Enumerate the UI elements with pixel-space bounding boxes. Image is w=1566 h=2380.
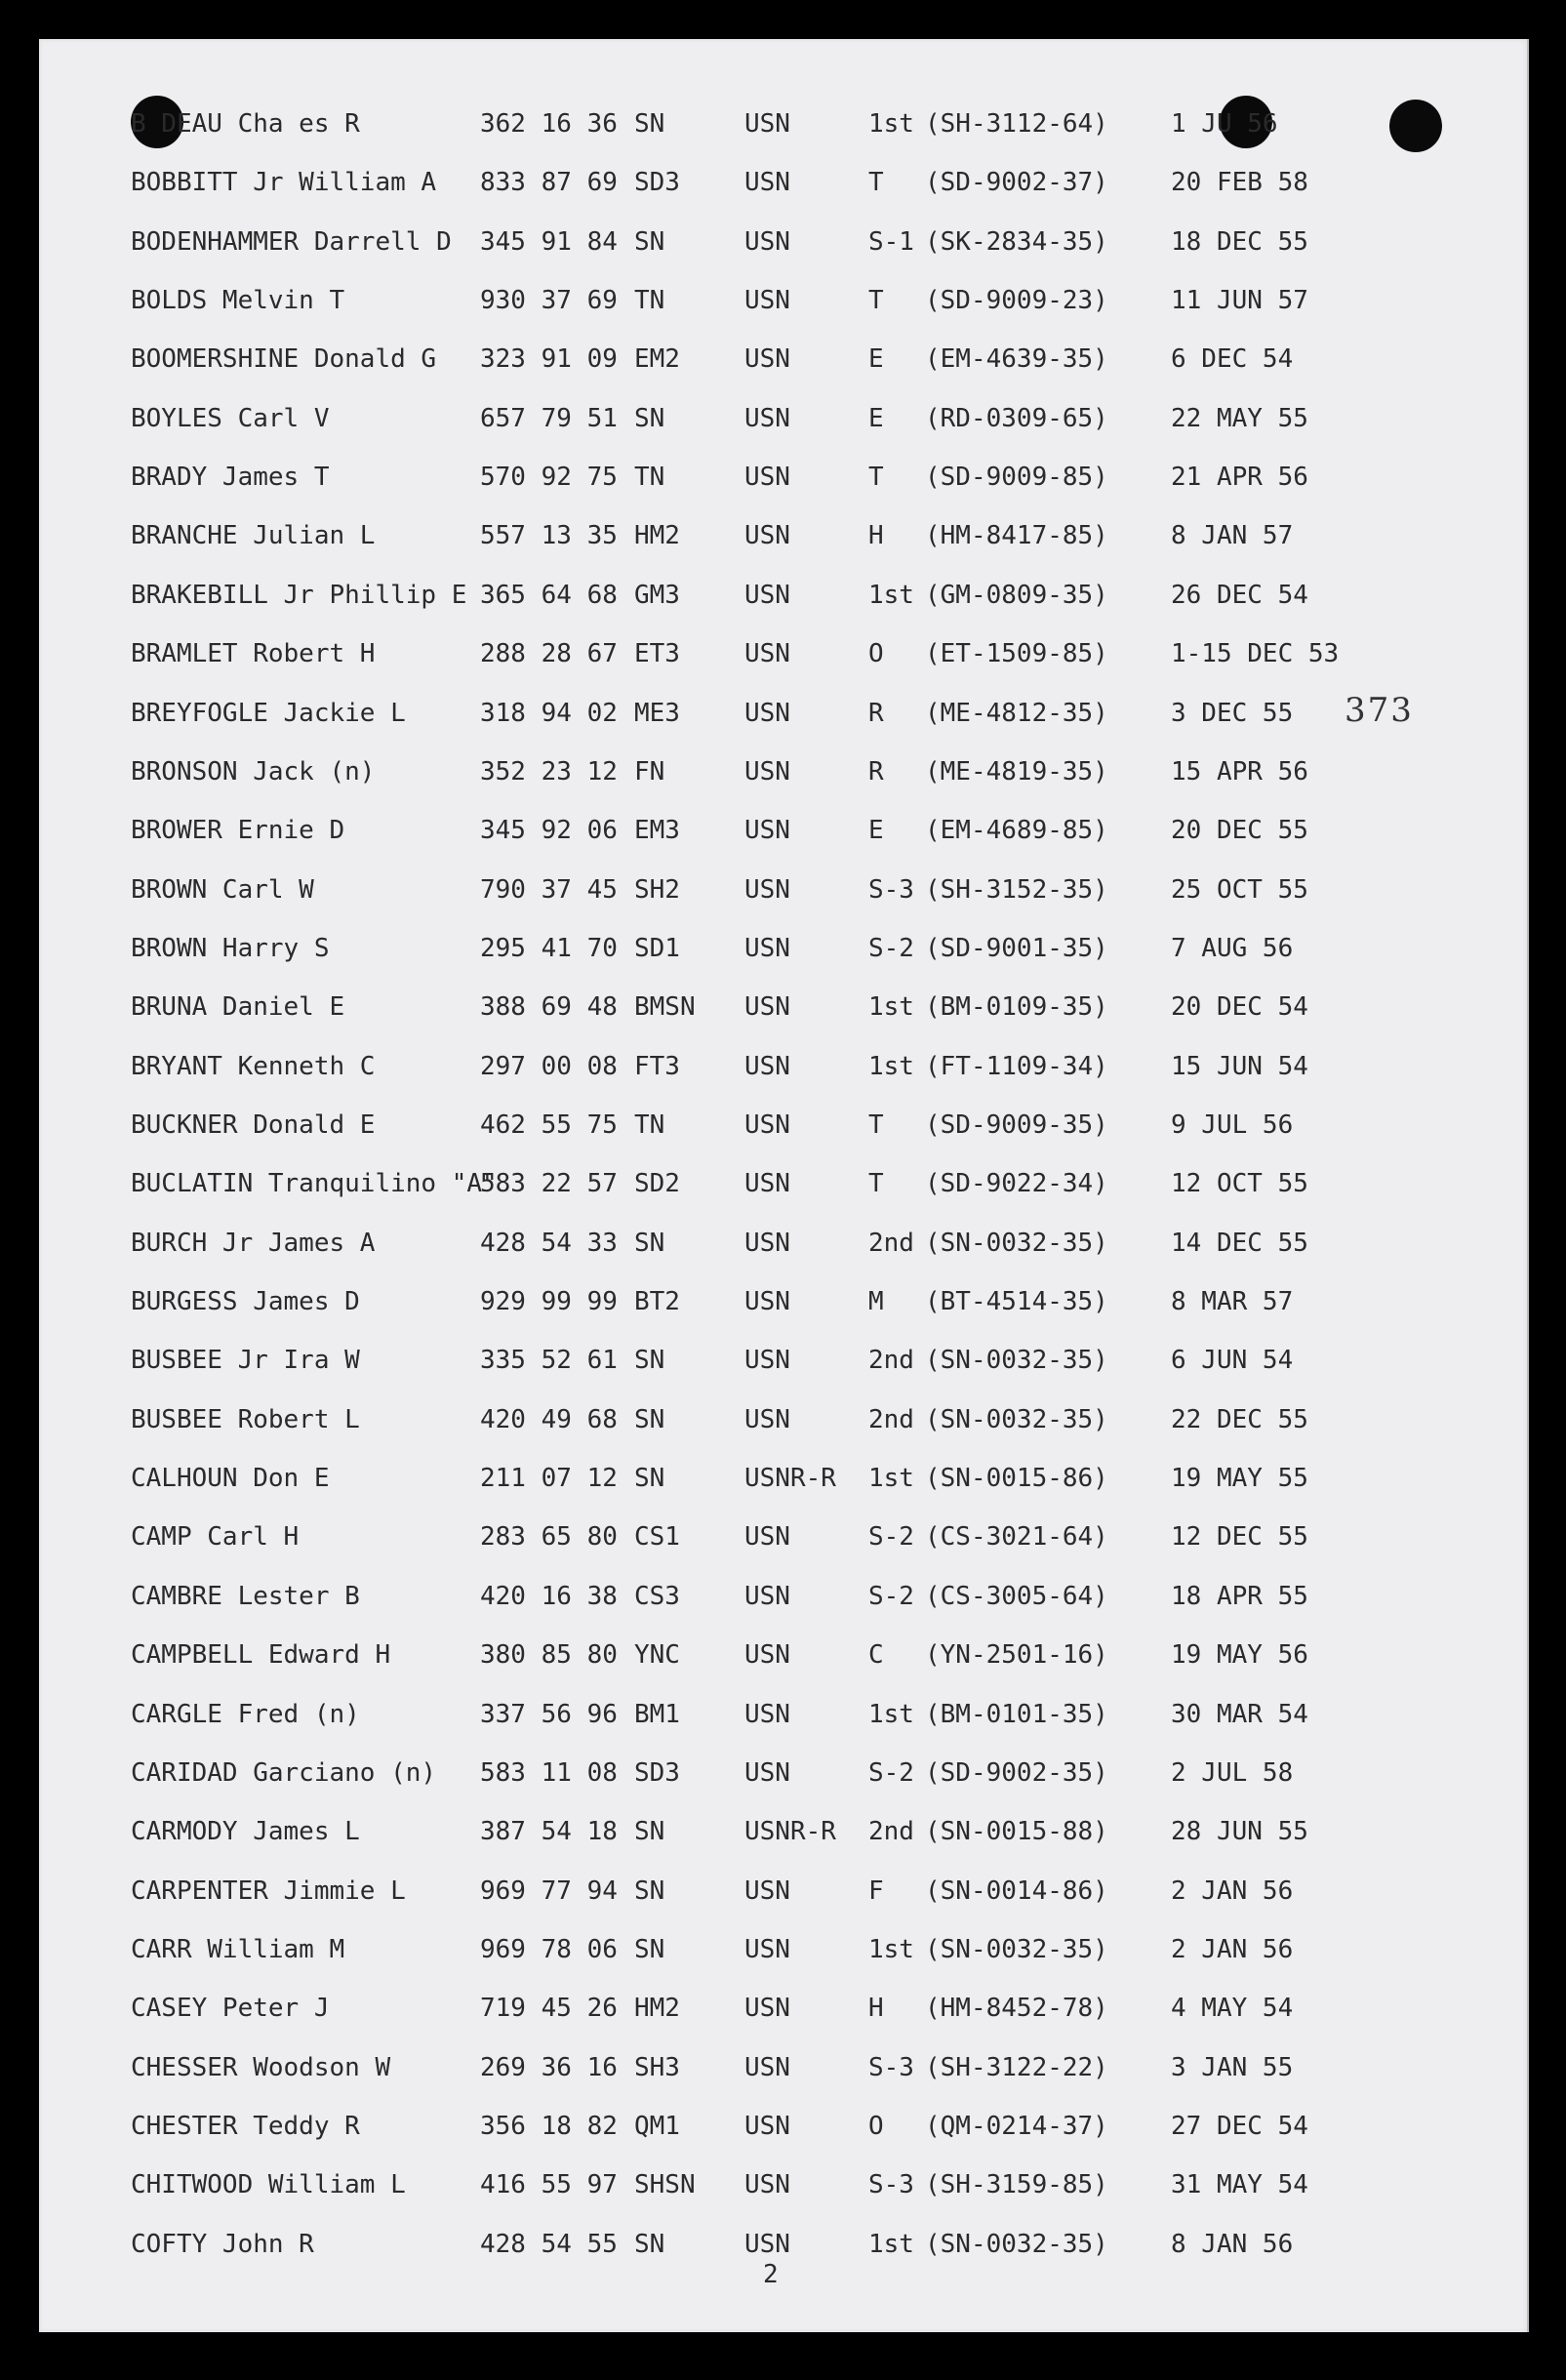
row-name: CHITWOOD William L [131, 2170, 406, 2200]
row-code: (SK-2834-35) [925, 226, 1108, 257]
row-date: 6 DEC 54 [1171, 344, 1294, 375]
row-class: T [868, 1110, 884, 1140]
row-name: CAMPBELL Edward H [131, 1640, 391, 1671]
row-service-number: 420 16 38 [480, 1581, 618, 1611]
row-branch: USN [744, 2052, 790, 2082]
row-rate: SN [634, 1228, 665, 1258]
row-class: S-3 [868, 2052, 914, 2082]
row-branch: USN [744, 1522, 790, 1553]
row-class: 1st [868, 1934, 914, 1964]
row-rate: ME3 [634, 698, 680, 728]
row-code: (CS-3021-64) [925, 1522, 1108, 1553]
row-date: 30 MAR 54 [1171, 1699, 1308, 1729]
row-service-number: 388 69 48 [480, 992, 618, 1023]
row-code: (SD-9001-35) [925, 933, 1108, 963]
row-class: 1st [868, 1699, 914, 1729]
row-code: (SN-0032-35) [925, 2229, 1108, 2259]
row-service-number: 356 18 82 [480, 2111, 618, 2141]
row-rate: ET3 [634, 639, 680, 669]
row-code: (SN-0032-35) [925, 1934, 1108, 1964]
row-rate: EM2 [634, 344, 680, 375]
row-name: CALHOUN Don E [131, 1464, 330, 1493]
row-service-number: 462 55 75 [480, 1110, 618, 1140]
row-name: CARPENTER Jimmie L [131, 1876, 406, 1906]
row-service-number: 416 55 97 [480, 2170, 618, 2200]
row-date: 7 AUG 56 [1171, 933, 1294, 963]
row-rate: SN [634, 109, 665, 139]
row-code: (BT-4514-35) [925, 1287, 1108, 1316]
row-rate: SN [634, 1404, 665, 1434]
row-service-number: 833 87 69 [480, 168, 618, 198]
row-date: 26 DEC 54 [1171, 580, 1308, 610]
row-date: 31 MAY 54 [1171, 2170, 1308, 2200]
row-branch: USN [744, 1640, 790, 1671]
row-class: S-3 [868, 2170, 914, 2200]
row-code: (SN-0032-35) [925, 1404, 1108, 1434]
row-class: 2nd [868, 1404, 914, 1434]
row-service-number: 283 65 80 [480, 1522, 618, 1553]
row-date: 12 DEC 55 [1171, 1522, 1308, 1553]
row-branch: USN [744, 403, 790, 433]
row-code: (SD-9009-35) [925, 1110, 1108, 1140]
row-class: T [868, 1169, 884, 1199]
row-service-number: 318 94 02 [480, 698, 618, 728]
row-name: CHESSER Woodson W [131, 2052, 391, 2082]
row-rate: SN [634, 1817, 665, 1847]
row-rate: SN [634, 1346, 665, 1376]
row-branch: USN [744, 756, 790, 787]
row-service-number: 297 00 08 [480, 1051, 618, 1081]
row-class: 1st [868, 109, 914, 139]
row-branch: USN [744, 286, 790, 316]
row-rate: HM2 [634, 521, 680, 551]
row-branch: USN [744, 580, 790, 610]
row-rate: SD2 [634, 1169, 680, 1199]
row-branch: USN [744, 168, 790, 198]
row-code: (EM-4639-35) [925, 344, 1108, 375]
row-date: 25 OCT 55 [1171, 874, 1308, 905]
row-rate: GM3 [634, 580, 680, 610]
row-name: BUSBEE Jr Ira W [131, 1346, 360, 1376]
row-date: 4 MAY 54 [1171, 1994, 1294, 2024]
row-service-number: 345 92 06 [480, 816, 618, 846]
row-rate: EM3 [634, 816, 680, 846]
row-date: 27 DEC 54 [1171, 2111, 1308, 2141]
row-name: CARMODY James L [131, 1817, 360, 1847]
row-service-number: 428 54 55 [480, 2229, 618, 2259]
row-class: O [868, 2111, 884, 2141]
row-code: (ME-4819-35) [925, 756, 1108, 787]
row-date: 6 JUN 54 [1171, 1346, 1294, 1376]
row-code: (SD-9009-23) [925, 286, 1108, 316]
row-code: (GM-0809-35) [925, 580, 1108, 610]
row-service-number: 288 28 67 [480, 639, 618, 669]
row-date: 18 APR 55 [1171, 1581, 1308, 1611]
row-date: 20 FEB 58 [1171, 168, 1308, 198]
row-branch: USN [744, 2229, 790, 2259]
row-class: 2nd [868, 1817, 914, 1847]
row-service-number: 929 99 99 [480, 1287, 618, 1316]
row-rate: SH3 [634, 2052, 680, 2082]
row-branch: USN [744, 1051, 790, 1081]
row-class: S-2 [868, 933, 914, 963]
row-date: 18 DEC 55 [1171, 226, 1308, 257]
row-code: (CS-3005-64) [925, 1581, 1108, 1611]
row-name: BOBBITT Jr William A [131, 168, 437, 198]
row-class: O [868, 639, 884, 669]
row-branch: USN [744, 992, 790, 1023]
row-code: (ME-4812-35) [925, 698, 1108, 728]
row-class: 1st [868, 1051, 914, 1081]
row-rate: SN [634, 2229, 665, 2259]
row-rate: TN [634, 1110, 665, 1140]
row-date: 12 OCT 55 [1171, 1169, 1308, 1199]
row-class: S-3 [868, 874, 914, 905]
row-name: CARIDAD Garciano (n) [131, 1757, 437, 1788]
row-code: (SD-9009-85) [925, 463, 1108, 493]
row-branch: USN [744, 1581, 790, 1611]
row-date: 22 DEC 55 [1171, 1404, 1308, 1434]
row-service-number: 295 41 70 [480, 933, 618, 963]
row-service-number: 380 85 80 [480, 1640, 618, 1671]
row-name: COFTY John R [131, 2229, 314, 2259]
row-date: 8 JAN 57 [1171, 521, 1294, 551]
row-service-number: 969 77 94 [480, 1876, 618, 1906]
row-rate: QM1 [634, 2111, 680, 2141]
row-service-number: 362 16 36 [480, 109, 618, 139]
row-branch: USNR-R [744, 1817, 836, 1847]
punch-hole-right [1389, 100, 1442, 152]
row-date: 28 JUN 55 [1171, 1817, 1308, 1847]
row-name: CARGLE Fred (n) [131, 1699, 360, 1729]
row-rate: SN [634, 1934, 665, 1964]
row-name: CAMBRE Lester B [131, 1581, 360, 1611]
row-name: BREYFOGLE Jackie L [131, 698, 406, 728]
row-code: (SN-0014-86) [925, 1876, 1108, 1906]
margin-number: 373 [1345, 691, 1414, 730]
row-class: 1st [868, 992, 914, 1023]
row-service-number: 570 92 75 [480, 463, 618, 493]
row-branch: USN [744, 109, 790, 139]
row-rate: TN [634, 286, 665, 316]
row-name: BURGESS James D [131, 1287, 360, 1316]
row-rate: CS3 [634, 1581, 680, 1611]
row-code: (SN-0015-86) [925, 1464, 1108, 1493]
row-date: 15 JUN 54 [1171, 1051, 1308, 1081]
row-service-number: 352 23 12 [480, 756, 618, 787]
row-rate: CS1 [634, 1522, 680, 1553]
row-code: (ET-1509-85) [925, 639, 1108, 669]
row-rate: SN [634, 226, 665, 257]
row-date: 19 MAY 56 [1171, 1640, 1308, 1671]
row-name: BUSBEE Robert L [131, 1404, 360, 1434]
row-branch: USN [744, 226, 790, 257]
row-service-number: 930 37 69 [480, 286, 618, 316]
row-date: 2 JAN 56 [1171, 1934, 1294, 1964]
row-name: BRANCHE Julian L [131, 521, 376, 551]
row-code: (SD-9002-35) [925, 1757, 1108, 1788]
row-date: 2 JAN 56 [1171, 1876, 1294, 1906]
row-date: 15 APR 56 [1171, 756, 1308, 787]
row-service-number: 365 64 68 [480, 580, 618, 610]
row-code: (SN-0032-35) [925, 1346, 1108, 1376]
row-name: BRUNA Daniel E [131, 992, 345, 1023]
row-branch: USN [744, 933, 790, 963]
row-name: BROWN Harry S [131, 933, 330, 963]
row-service-number: 657 79 51 [480, 403, 618, 433]
row-date: 9 JUL 56 [1171, 1110, 1294, 1140]
row-code: (FT-1109-34) [925, 1051, 1108, 1081]
row-rate: BM1 [634, 1699, 680, 1729]
row-code: (BM-0109-35) [925, 992, 1108, 1023]
row-branch: USN [744, 521, 790, 551]
row-name: B DEAU Cha es R [131, 109, 360, 139]
row-service-number: 790 37 45 [480, 874, 618, 905]
row-date: 1-15 DEC 53 [1171, 639, 1340, 669]
row-service-number: 583 11 08 [480, 1757, 618, 1788]
row-code: (RD-0309-65) [925, 403, 1108, 433]
row-branch: USN [744, 1934, 790, 1964]
row-code: (SH-3112-64) [925, 109, 1108, 139]
row-service-number: 969 78 06 [480, 1934, 618, 1964]
page-number: 2 [763, 2260, 779, 2289]
row-name: BUCKNER Donald E [131, 1110, 376, 1140]
row-service-number: 269 36 16 [480, 2052, 618, 2082]
row-name: BRONSON Jack (n) [131, 756, 376, 787]
row-branch: USN [744, 344, 790, 375]
row-date: 8 MAR 57 [1171, 1287, 1294, 1316]
row-date: 22 MAY 55 [1171, 403, 1308, 433]
row-rate: YNC [634, 1640, 680, 1671]
row-date: 3 JAN 55 [1171, 2052, 1294, 2082]
row-date: 19 MAY 55 [1171, 1464, 1308, 1493]
row-code: (HM-8417-85) [925, 521, 1108, 551]
row-rate: SN [634, 1464, 665, 1493]
row-class: E [868, 344, 884, 375]
row-class: S-2 [868, 1757, 914, 1788]
row-class: E [868, 403, 884, 433]
row-branch: USN [744, 1169, 790, 1199]
row-branch: USN [744, 1228, 790, 1258]
row-class: S-2 [868, 1581, 914, 1611]
row-class: 2nd [868, 1228, 914, 1258]
row-rate: FT3 [634, 1051, 680, 1081]
row-service-number: 335 52 61 [480, 1346, 618, 1376]
row-date: 3 DEC 55 [1171, 698, 1294, 728]
row-branch: USN [744, 2111, 790, 2141]
row-service-number: 583 22 57 [480, 1169, 618, 1199]
row-code: (SH-3152-35) [925, 874, 1108, 905]
row-class: E [868, 816, 884, 846]
row-date: 21 APR 56 [1171, 463, 1308, 493]
row-code: (HM-8452-78) [925, 1994, 1108, 2024]
row-name: BRYANT Kenneth C [131, 1051, 376, 1081]
row-code: (EM-4689-85) [925, 816, 1108, 846]
row-date: 8 JAN 56 [1171, 2229, 1294, 2259]
row-rate: HM2 [634, 1994, 680, 2024]
row-code: (SN-0015-88) [925, 1817, 1108, 1847]
row-date: 11 JUN 57 [1171, 286, 1308, 316]
row-branch: USN [744, 1994, 790, 2024]
row-code: (SH-3159-85) [925, 2170, 1108, 2200]
row-service-number: 557 13 35 [480, 521, 618, 551]
row-branch: USN [744, 874, 790, 905]
row-class: C [868, 1640, 884, 1671]
row-service-number: 428 54 33 [480, 1228, 618, 1258]
row-rate: FN [634, 756, 665, 787]
row-rate: TN [634, 463, 665, 493]
row-code: (BM-0101-35) [925, 1699, 1108, 1729]
row-branch: USN [744, 639, 790, 669]
row-service-number: 345 91 84 [480, 226, 618, 257]
row-name: BOOMERSHINE Donald G [131, 344, 437, 375]
row-name: CASEY Peter J [131, 1994, 330, 2024]
row-name: BRAMLET Robert H [131, 639, 376, 669]
row-class: S-1 [868, 226, 914, 257]
row-code: (QM-0214-37) [925, 2111, 1108, 2141]
row-branch: USN [744, 2170, 790, 2200]
row-class: M [868, 1287, 884, 1316]
document-page [39, 39, 1529, 2332]
row-branch: USN [744, 1699, 790, 1729]
row-name: CAMP Carl H [131, 1522, 300, 1553]
row-class: 2nd [868, 1346, 914, 1376]
row-service-number: 337 56 96 [480, 1699, 618, 1729]
row-name: BOLDS Melvin T [131, 286, 345, 316]
row-service-number: 323 91 09 [480, 344, 618, 375]
row-rate: SD1 [634, 933, 680, 963]
row-date: 2 JUL 58 [1171, 1757, 1294, 1788]
row-service-number: 420 49 68 [480, 1404, 618, 1434]
row-class: 1st [868, 580, 914, 610]
row-branch: USN [744, 1287, 790, 1316]
row-class: F [868, 1876, 884, 1906]
row-rate: SHSN [634, 2170, 696, 2200]
row-class: S-2 [868, 1522, 914, 1553]
row-rate: SN [634, 403, 665, 433]
row-code: (SD-9022-34) [925, 1169, 1108, 1199]
row-branch: USNR-R [744, 1464, 836, 1493]
row-rate: SD3 [634, 1757, 680, 1788]
row-rate: BT2 [634, 1287, 680, 1316]
row-branch: USN [744, 1346, 790, 1376]
row-branch: USN [744, 1110, 790, 1140]
row-name: BODENHAMMER Darrell D [131, 226, 452, 257]
row-class: 1st [868, 1464, 914, 1493]
row-class: R [868, 756, 884, 787]
row-service-number: 211 07 12 [480, 1464, 618, 1493]
row-name: CARR William M [131, 1934, 345, 1964]
row-class: H [868, 1994, 884, 2024]
row-date: 14 DEC 55 [1171, 1228, 1308, 1258]
row-code: (SH-3122-22) [925, 2052, 1108, 2082]
row-code: (YN-2501-16) [925, 1640, 1108, 1671]
row-service-number: 387 54 18 [480, 1817, 618, 1847]
row-name: CHESTER Teddy R [131, 2111, 360, 2141]
row-rate: SD3 [634, 168, 680, 198]
row-service-number: 719 45 26 [480, 1994, 618, 2024]
row-name: BROWN Carl W [131, 874, 314, 905]
row-branch: USN [744, 463, 790, 493]
row-class: 1st [868, 2229, 914, 2259]
row-date: 20 DEC 55 [1171, 816, 1308, 846]
row-name: BURCH Jr James A [131, 1228, 376, 1258]
row-class: T [868, 286, 884, 316]
row-date: 20 DEC 54 [1171, 992, 1308, 1023]
row-name: BROWER Ernie D [131, 816, 345, 846]
row-class: T [868, 463, 884, 493]
row-branch: USN [744, 1876, 790, 1906]
row-branch: USN [744, 698, 790, 728]
row-class: R [868, 698, 884, 728]
row-name: BRADY James T [131, 463, 330, 493]
row-name: BUCLATIN Tranquilino "A" [131, 1169, 498, 1199]
row-branch: USN [744, 1404, 790, 1434]
row-branch: USN [744, 1757, 790, 1788]
row-rate: SH2 [634, 874, 680, 905]
row-code: (SD-9002-37) [925, 168, 1108, 198]
row-rate: SN [634, 1876, 665, 1906]
row-branch: USN [744, 816, 790, 846]
row-class: H [868, 521, 884, 551]
row-code: (SN-0032-35) [925, 1228, 1108, 1258]
row-rate: BMSN [634, 992, 696, 1023]
row-date: 1 JU 56 [1171, 109, 1278, 139]
row-class: T [868, 168, 884, 198]
row-name: BRAKEBILL Jr Phillip E [131, 580, 467, 610]
row-name: BOYLES Carl V [131, 403, 330, 433]
